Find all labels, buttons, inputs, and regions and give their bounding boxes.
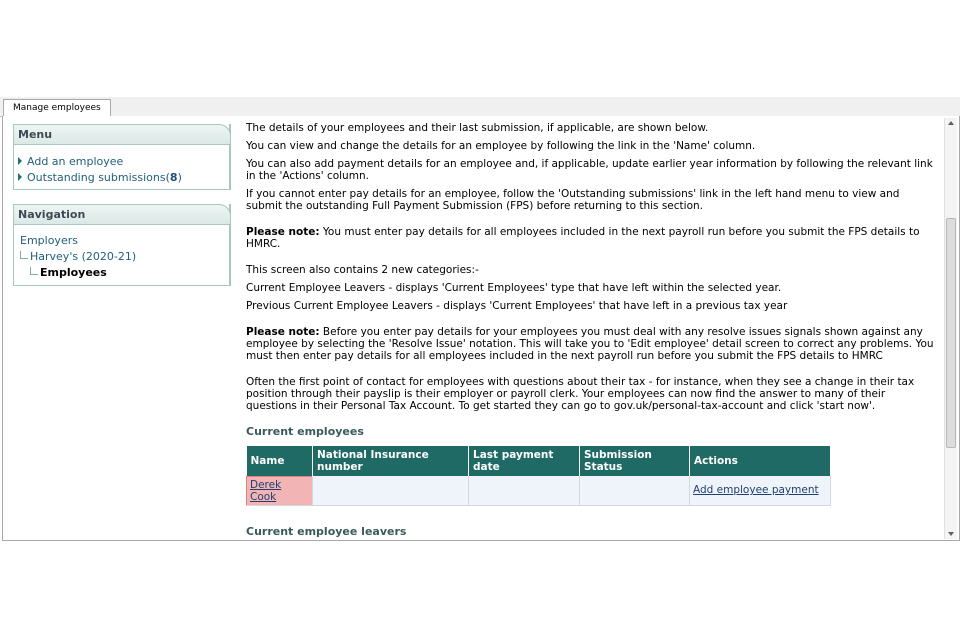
last-payment-cell bbox=[469, 476, 580, 505]
menu-title: Menu bbox=[13, 124, 231, 145]
tree-branch-icon bbox=[20, 251, 28, 259]
employees-table bbox=[246, 446, 831, 506]
table-row bbox=[247, 476, 831, 505]
nav-current-label: Employees bbox=[40, 266, 107, 279]
nav-employer-item[interactable] bbox=[20, 249, 225, 265]
employee-name-link[interactable]: Derek Cook bbox=[250, 478, 282, 503]
employee-leavers-title: Current employee leavers bbox=[246, 524, 407, 538]
add-employee-link[interactable]: Add an employee bbox=[27, 154, 124, 168]
col-name: Name bbox=[247, 446, 313, 476]
navigation-title: Navigation bbox=[13, 204, 231, 225]
outstanding-count: (8) bbox=[165, 170, 182, 184]
add-employee-payment-link[interactable]: Add employee payment bbox=[693, 484, 819, 497]
nav-employers-link[interactable]: Employers bbox=[20, 234, 78, 247]
col-submission-status: Submission Status bbox=[580, 446, 690, 476]
tab-strip bbox=[0, 97, 960, 117]
submission-status-cell bbox=[580, 476, 690, 505]
main-content bbox=[246, 122, 936, 546]
arrow-right-icon bbox=[18, 157, 22, 165]
please-note-2: Please note: Before you enter pay details for your employees you must deal with any resolve issues signals shown against any employee by selecting the 'Resolve Issue' notation. This will take you to 'Edit employee' detail screen to correct any problems. You must then enter pay details for all employees included in the next payroll run before you submit the FPS details to HMRC bbox=[246, 326, 934, 362]
outstanding-submissions-link[interactable]: Outstanding submissions bbox=[27, 170, 166, 184]
navigation-panel bbox=[13, 204, 231, 286]
view-change-paragraph: You can view and change the details for an employee by following the link in the 'Name' column. bbox=[246, 140, 756, 152]
menu-panel bbox=[13, 124, 231, 190]
menu-item-add-employee[interactable] bbox=[18, 153, 225, 169]
tab-manage-employees[interactable]: Manage employees bbox=[3, 99, 111, 118]
previous-leavers-paragraph: Previous Current Employee Leavers - displays 'Current Employees' that have left in a previous tax year bbox=[246, 300, 788, 312]
please-note-1: Please note: You must enter pay details for all employees included in the next payroll run before you submit the FPS details to HMRC. bbox=[246, 226, 920, 250]
col-last-payment: Last payment date bbox=[469, 446, 580, 476]
nav-current-item bbox=[20, 265, 225, 281]
actions-cell bbox=[690, 476, 831, 505]
employee-name-cell bbox=[247, 476, 313, 505]
ni-number-cell bbox=[313, 476, 469, 505]
tax-account-paragraph: Often the first point of contact for employees with questions about their tax - for instance, when they see a change in their tax position through their payslip is their employer or payroll clerk. Your employees can now find the answer to many of their questions in their Personal Tax Account. To get started they can go to gov.uk/personal-tax-account and click 'start now'. bbox=[246, 376, 915, 412]
scroll-down-icon[interactable] bbox=[948, 532, 954, 536]
col-actions: Actions bbox=[690, 446, 831, 476]
col-ni-number: National Insurance number bbox=[313, 446, 469, 476]
vertical-scrollbar[interactable] bbox=[944, 118, 957, 539]
sidebar bbox=[13, 124, 231, 298]
menu-item-outstanding-submissions[interactable] bbox=[18, 169, 225, 185]
content-window bbox=[2, 116, 960, 541]
current-employees-title: Current employees bbox=[246, 425, 364, 438]
leavers-paragraph: Current Employee Leavers - displays 'Current Employees' type that have left within the selected year. bbox=[246, 282, 782, 294]
payment-details-paragraph: You can also add payment details for an employee and, if applicable, update earlier year information by following the relevant link in the 'Actions' column. bbox=[246, 158, 933, 182]
scrollbar-thumb[interactable] bbox=[946, 218, 956, 448]
intro-paragraph: The details of your employees and their last submission, if applicable, are shown below. bbox=[246, 122, 709, 134]
categories-paragraph: This screen also contains 2 new categories:- bbox=[246, 264, 479, 276]
tree-branch-icon bbox=[30, 267, 38, 275]
scroll-up-icon[interactable] bbox=[948, 121, 954, 125]
outstanding-paragraph: If you cannot enter pay details for an employee, follow the 'Outstanding submissions' link in the left hand menu to view and submit the outstanding Full Payment Submission (FPS) before returning to this section. bbox=[246, 188, 900, 212]
nav-employer-link[interactable]: Harvey's (2020-21) bbox=[30, 250, 137, 263]
arrow-right-icon bbox=[18, 173, 22, 181]
